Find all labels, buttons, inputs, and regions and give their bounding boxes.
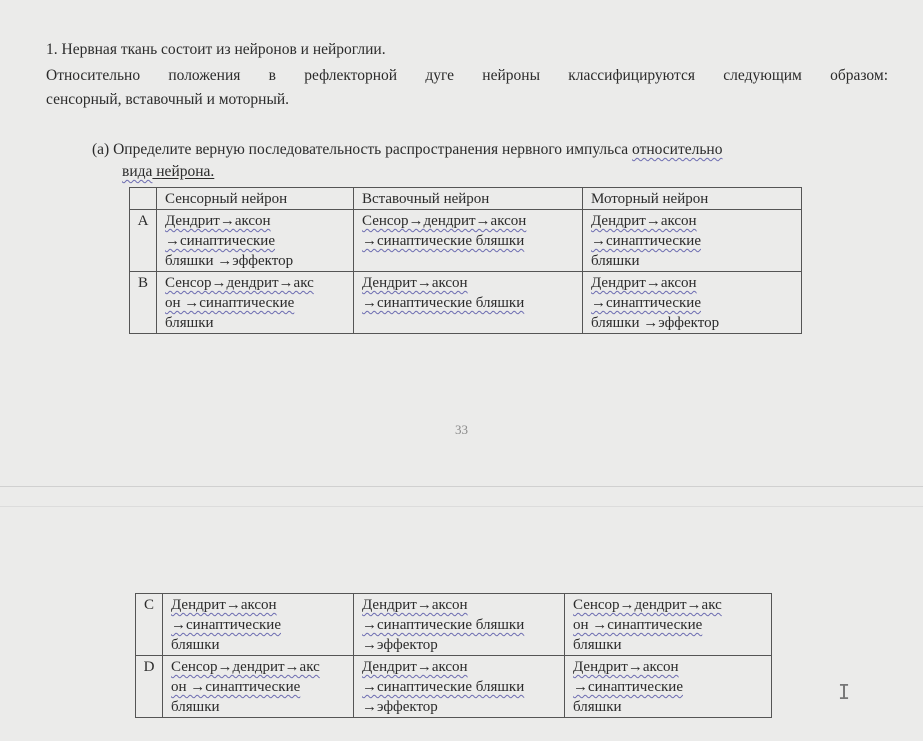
cell-b-motor: [583, 272, 802, 334]
cell-line: Дендрит→аксон: [591, 275, 697, 291]
cell-line: Сенсор→дендрит→акс: [165, 275, 314, 291]
cell-c-sensory: [163, 594, 354, 656]
question-line-1: 1. Нервная ткань состоит из нейронов и нейроглии.: [46, 41, 386, 58]
cell-a-inter: [354, 210, 583, 272]
cell-line: Дендрит→аксон: [165, 213, 271, 229]
header-motor: Моторный нейрон: [583, 188, 802, 210]
cell-line: Дендрит→аксон: [362, 275, 468, 291]
cell-d-motor: [565, 656, 772, 718]
part-a-underlined-word: относительно: [632, 141, 723, 158]
cell-line: Дендрит→аксон: [591, 213, 697, 229]
header-inter: Вставочный нейрон: [354, 188, 583, 210]
cell-d-sensory: [163, 656, 354, 718]
row-label-a: A: [130, 210, 157, 272]
part-a-rest: нейрона.: [152, 163, 215, 180]
cell-line: →синаптические бляшки: [362, 617, 525, 633]
answer-table-bottom: [135, 593, 772, 718]
table-header-row: [130, 188, 802, 210]
cell-line: бляшки →эффектор: [591, 315, 720, 331]
cell-line: Дендрит→аксон: [362, 659, 468, 675]
cell-line: →синаптические: [573, 679, 683, 695]
text-cursor-icon: I: [838, 680, 851, 704]
part-a-line-2: [122, 162, 214, 182]
cell-line: он →синаптические: [573, 617, 703, 633]
cell-line: он →синаптические: [165, 295, 295, 311]
part-a-line-1: [92, 140, 722, 160]
question-line-3: сенсорный, вставочный и моторный.: [46, 91, 290, 108]
part-a-prefix: (a) Определите верную последовательность распространения нервного импульса: [92, 141, 633, 158]
cell-line: →синаптические: [171, 617, 281, 633]
cell-line: бляшки: [165, 315, 214, 331]
cell-line: Сенсор→дендрит→аксон: [362, 213, 527, 229]
row-label-c: C: [136, 594, 163, 656]
table-row: [130, 210, 802, 272]
cell-b-inter: [354, 272, 583, 334]
cell-line: →синаптические бляшки: [362, 295, 525, 311]
cell-b-sensory: [157, 272, 354, 334]
cell-line: бляшки →эффектор: [165, 253, 294, 269]
table-row: [130, 272, 802, 334]
cell-line: →синаптические: [591, 295, 701, 311]
cell-line: →эффектор: [362, 699, 438, 715]
table-row: [136, 594, 772, 656]
cell-a-sensory: [157, 210, 354, 272]
cell-line: Дендрит→аксон: [362, 597, 468, 613]
cell-line: →эффектор: [362, 637, 438, 653]
cell-line: →синаптические бляшки: [362, 233, 525, 249]
header-sensory: Сенсорный нейрон: [157, 188, 354, 210]
cell-line: бляшки: [573, 637, 622, 653]
cell-line: бляшки: [171, 637, 220, 653]
cell-line: Дендрит→аксон: [171, 597, 277, 613]
cell-line: Сенсор→дендрит→акс: [171, 659, 320, 675]
cell-line: Дендрит→аксон: [573, 659, 679, 675]
cell-d-inter: [354, 656, 565, 718]
cell-a-motor: [583, 210, 802, 272]
question-line-2: Относительно положения в рефлекторной дуге нейроны классифицируются следующим образом:: [46, 67, 888, 84]
cell-line: →синаптические: [591, 233, 701, 249]
cell-line: он →синаптические: [171, 679, 301, 695]
page-number: 33: [455, 422, 468, 437]
part-a-underlined-word-2: вида: [122, 163, 153, 180]
cell-c-motor: [565, 594, 772, 656]
answer-table-top: [129, 187, 802, 334]
page-break-line: [0, 486, 923, 487]
row-label-b: B: [130, 272, 157, 334]
cell-line: бляшки: [573, 699, 622, 715]
cell-line: бляшки: [171, 699, 220, 715]
page-break-line-2: [0, 506, 923, 507]
cell-c-inter: [354, 594, 565, 656]
header-empty-cell: [130, 188, 157, 210]
cell-line: →синаптические бляшки: [362, 679, 525, 695]
row-label-d: D: [136, 656, 163, 718]
cell-line: бляшки: [591, 253, 640, 269]
cell-line: →синаптические: [165, 233, 275, 249]
table-row: [136, 656, 772, 718]
cell-line: Сенсор→дендрит→акс: [573, 597, 722, 613]
